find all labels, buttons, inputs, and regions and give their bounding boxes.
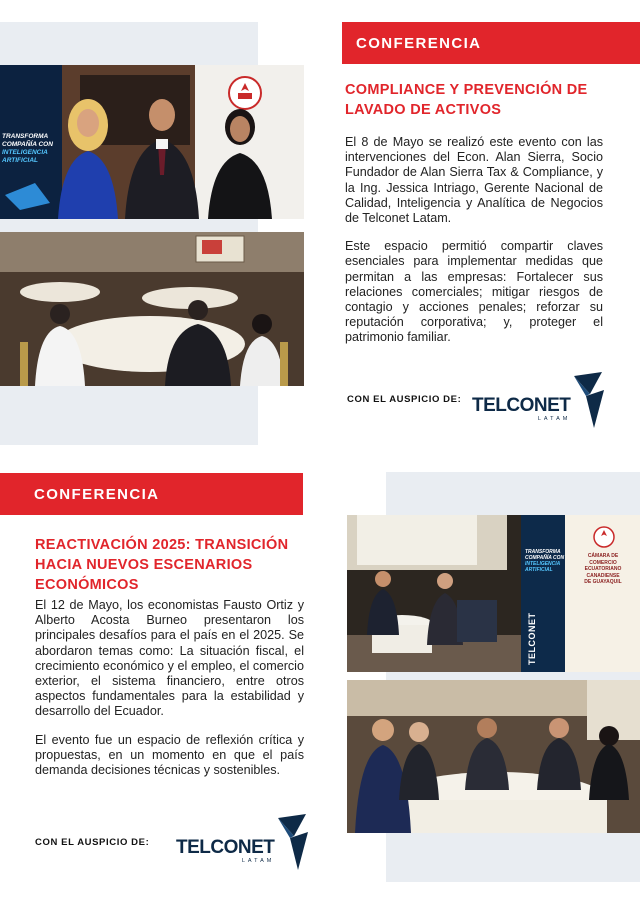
section1-paragraph-1: El 8 de Mayo se realizó este evento con las intervenciones del Econ. Alan Sierra, Socio Fundador de Alan Sierra Tax & Compliance, y la Ing. Jessica Intriago, Gerente Nacional de Calidad, Inteligencia y Analítica de Negocios de Telconet Latam. — [345, 135, 603, 226]
section1-paragraph-2: Este espacio permitió compartir claves esenciales para implementar medidas que permitan a las empresas: Fortalecer sus relaciones comerciales; mitigar riesgos de contagio y acciones penales; reforzar su reputación corporativa; y, proteger el patrimonio familiar. — [345, 239, 603, 345]
section1-headline-line: COMPLIANCE Y PREVENCIÓN DE — [345, 82, 588, 98]
logo-name: TELCONET — [472, 395, 571, 416]
screen-text-line: TRANSFORMA — [525, 549, 561, 555]
section1-headline — [345, 80, 635, 120]
section1-banner-label: CONFERENCIA — [356, 34, 482, 52]
section1-headline-line: LAVADO DE ACTIVOS — [345, 102, 502, 118]
section2-sponsor-label: CON EL AUSPICIO DE: — [35, 837, 150, 848]
section2-telconet-logo — [176, 814, 310, 872]
logo-wordmark — [472, 397, 570, 422]
telconet-mark-icon — [276, 814, 310, 872]
rollup-text-line: DE GUAYAQUIL — [584, 579, 622, 585]
screen-text-line: INTELIGENCIA — [2, 149, 48, 156]
section2-headline — [35, 535, 325, 595]
rollup-text-line: ECUATORIANO — [584, 566, 622, 572]
rollup-text-line: COMERCIO — [589, 559, 617, 566]
logo-sub: LATAM — [537, 416, 571, 422]
event2-stage-photo — [347, 515, 640, 672]
telconet-mark-icon — [572, 372, 606, 430]
section2-headline-line: REACTIVACIÓN 2025: TRANSICIÓN — [35, 537, 289, 553]
section2-headline-line: ECONÓMICOS — [35, 577, 139, 593]
section2-paragraph-2: El evento fue un espacio de reflexión crítica y propuestas, en un momento en que el país demanda decisiones técnicas y sostenibles. — [35, 732, 304, 778]
section1-sponsor-label: CON EL AUSPICIO DE: — [347, 394, 462, 405]
screen-text-line: INTELIGENCIA — [525, 561, 561, 567]
photo3-screen-text — [525, 549, 569, 573]
section1-banner — [342, 22, 640, 64]
photo3-vertical-logo: TELCONET — [527, 612, 537, 665]
section2-banner-label: CONFERENCIA — [34, 485, 160, 503]
screen-text-line: ARTIFICIAL — [2, 157, 38, 164]
screen-text-line: COMPAÑÍA CON — [525, 555, 565, 561]
section2-banner — [0, 473, 303, 515]
rollup-text-line: CÁMARA DE — [587, 553, 619, 559]
section1-telconet-logo — [472, 372, 606, 430]
photo3-rollup-text — [571, 553, 635, 586]
screen-text-line: ARTIFICIAL — [525, 567, 553, 573]
rollup-text-line: CANADIENSE — [586, 572, 620, 579]
section2-paragraph-1: El 12 de Mayo, los economistas Fausto Ortiz y Alberto Acosta Burneo presentaron los principales desafíos para el país en el 2025. Se abordaron temas como: La situación fiscal, el crecimiento económico y el empleo, el comercio exterior, el sistema financiero, entre otros aspectos fundamentales para la estabilidad y desarrollo del Ecuador. — [35, 598, 304, 719]
screen-text-line: TRANSFORMA — [2, 133, 49, 140]
photo1-screen-text — [2, 133, 62, 165]
event1-group-photo — [0, 65, 304, 219]
event2-guests-photo — [347, 680, 640, 833]
screen-text-line: COMPAÑÍA CON — [2, 141, 53, 148]
section2-headline-line: HACIA NUEVOS ESCENARIOS — [35, 557, 253, 573]
section2-body — [35, 598, 304, 791]
section1-body — [345, 135, 603, 359]
logo-name: TELCONET — [176, 837, 275, 858]
logo-wordmark — [176, 839, 274, 864]
event1-audience-photo — [0, 232, 304, 386]
logo-sub: LATAM — [241, 858, 275, 864]
